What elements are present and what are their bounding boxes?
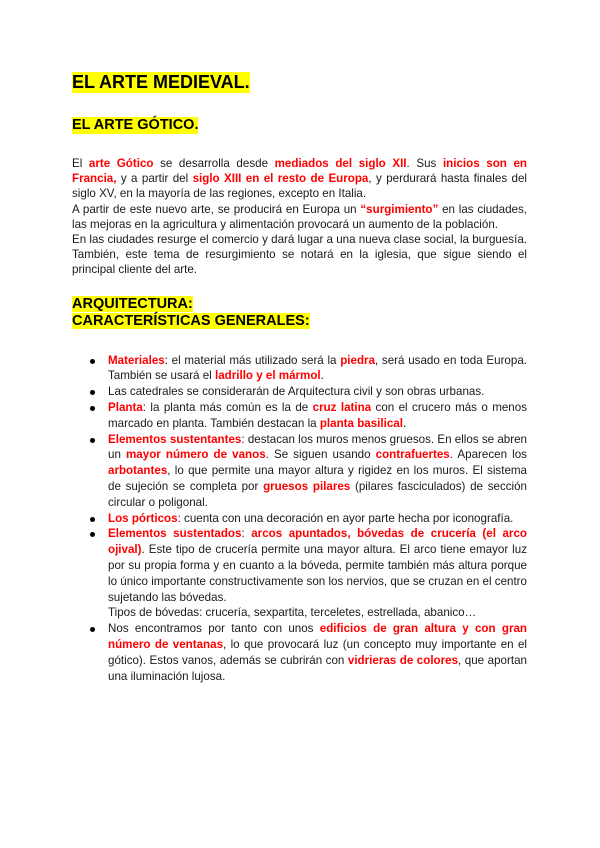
plain-text: . Este tipo de crucería permite una mayor altura. El arco tiene emayor luz por su propia forma y en cuanto a la bóveda, permite también más altura porque lo único importante constructivamente son los nervios, que se cruzan en el centro sujetando las bóvedas.	[108, 543, 527, 604]
document-subtitle: EL ARTE GÓTICO.	[72, 117, 199, 133]
plain-text: . Sus	[406, 157, 443, 170]
list-item-text	[108, 512, 513, 525]
section-subtitle: CARACTERÍSTICAS GENERALES:	[72, 312, 310, 329]
plain-text: .	[402, 416, 407, 430]
list-item	[72, 400, 527, 432]
list-item-text	[108, 527, 527, 603]
plain-text: . Aparecen los	[449, 448, 527, 462]
plain-text: Nos encontramos por tanto con unos	[108, 622, 320, 636]
plain-text: , lo que provocará luz (un concepto muy importante en el gótico). Estos vanos, además se cubrirán con	[108, 637, 527, 667]
plain-text: .	[320, 369, 324, 383]
plain-text: se desarrolla desde	[153, 157, 275, 170]
bullet-icon	[90, 406, 95, 411]
plain-text: : la planta más común es la de	[142, 401, 313, 415]
plain-text: El	[72, 157, 89, 170]
emphasis-text: cruz latina	[312, 401, 372, 415]
emphasis-text: Elementos sustentados	[108, 527, 242, 541]
plain-text: : cuenta con una decoración en ayor parte hecha por iconografía.	[177, 511, 514, 525]
plain-text: Las catedrales se considerarán de Arquitectura civil y son obras urbanas.	[108, 385, 485, 399]
emphasis-text: inicios son en Francia,	[72, 157, 527, 186]
emphasis-text: contrafuertes	[375, 448, 450, 462]
emphasis-text: vidrieras de colores	[347, 653, 459, 667]
plain-text: A partir de este nuevo arte, se producirá en Europa un	[72, 202, 361, 216]
list-item-text	[108, 385, 484, 398]
bullet-icon	[90, 438, 95, 443]
emphasis-text: edificios de gran altura y con gran número de ventanas	[108, 622, 527, 651]
characteristics-list	[72, 353, 527, 685]
emphasis-text: gruesos pilares	[263, 480, 351, 493]
list-item-text	[108, 622, 527, 682]
list-item	[72, 621, 527, 684]
emphasis-text: Materiales	[108, 353, 165, 367]
plain-text: . Se siguen usando	[265, 448, 376, 462]
list-item-text	[108, 433, 527, 509]
intro-paragraph	[72, 232, 527, 278]
section-title: ARQUITECTURA:	[72, 295, 193, 312]
emphasis-text: siglo XIII en el resto de Europa	[192, 172, 369, 186]
plain-text: , será usado en toda Europa. También se usará el	[108, 353, 527, 383]
plain-text: , que aportan una iluminación lujosa.	[108, 653, 527, 683]
list-item-text	[108, 401, 527, 430]
emphasis-text: arbotantes	[108, 464, 168, 478]
plain-text: : el material más utilizado será la	[164, 353, 341, 367]
plain-text: En las ciudades resurge el comercio y dará lugar a una nueva clase social, la burguesía. También, este tema de resurgimiento se notará en la iglesia, que sigue siendo el principal cliente del arte.	[72, 233, 527, 277]
intro-paragraph	[72, 202, 527, 232]
document-title: EL ARTE MEDIEVAL.	[72, 72, 250, 92]
plain-text: en las ciudades, las mejoras en la agricultura y alimentación provocará un aumento de la población.	[72, 202, 527, 231]
plain-text: :	[241, 527, 252, 541]
plain-text: , lo que permite una mayor altura y rigidez en los muros. El sistema de sujeción se completa por	[108, 464, 527, 493]
section-heading	[72, 296, 527, 330]
emphasis-text: Elementos sustentantes	[108, 432, 242, 446]
emphasis-text: “surgimiento”	[360, 202, 439, 216]
list-item	[72, 511, 527, 527]
emphasis-text: arcos apuntados, bóvedas de crucería (el arco ojival)	[108, 527, 527, 557]
document-page	[72, 72, 527, 684]
intro-paragraph	[72, 156, 527, 202]
bullet-icon	[90, 359, 95, 364]
emphasis-text: Planta	[108, 401, 143, 415]
bullet-icon	[90, 390, 95, 395]
list-item-text	[108, 354, 527, 383]
emphasis-text: ladrillo y el mármol	[214, 369, 321, 383]
emphasis-text: arte Gótico	[88, 157, 154, 170]
plain-text: (pilares fasciculados) de sección circular o poligonal.	[108, 480, 528, 509]
emphasis-text: mediados del siglo XII	[274, 157, 407, 170]
list-item	[72, 353, 527, 385]
emphasis-text: mayor número de vanos	[126, 448, 266, 462]
intro-text	[72, 156, 527, 278]
plain-text: con el crucero más o menos marcado en planta. También destacan la	[108, 401, 528, 430]
plain-text: y a partir del	[116, 172, 193, 186]
bullet-icon	[90, 532, 95, 537]
plain-text: , y perdurará hasta finales del siglo XV, en la mayoría de las regiones, excepto en Italia.	[72, 172, 527, 201]
list-item	[72, 384, 527, 400]
list-item	[72, 432, 527, 511]
emphasis-text: piedra	[340, 353, 375, 367]
plain-text: : destacan los muros menos gruesos. En ellos se abren un	[108, 432, 527, 462]
vault-types-text: Tipos de bóvedas: crucería, sexpartita, terceletes, estrellada, abanico…	[108, 606, 477, 620]
bullet-icon	[90, 517, 95, 522]
emphasis-text: Los pórticos	[108, 511, 178, 525]
emphasis-text: planta basilical	[319, 416, 403, 430]
list-item	[72, 526, 527, 621]
bullet-icon	[90, 627, 95, 632]
